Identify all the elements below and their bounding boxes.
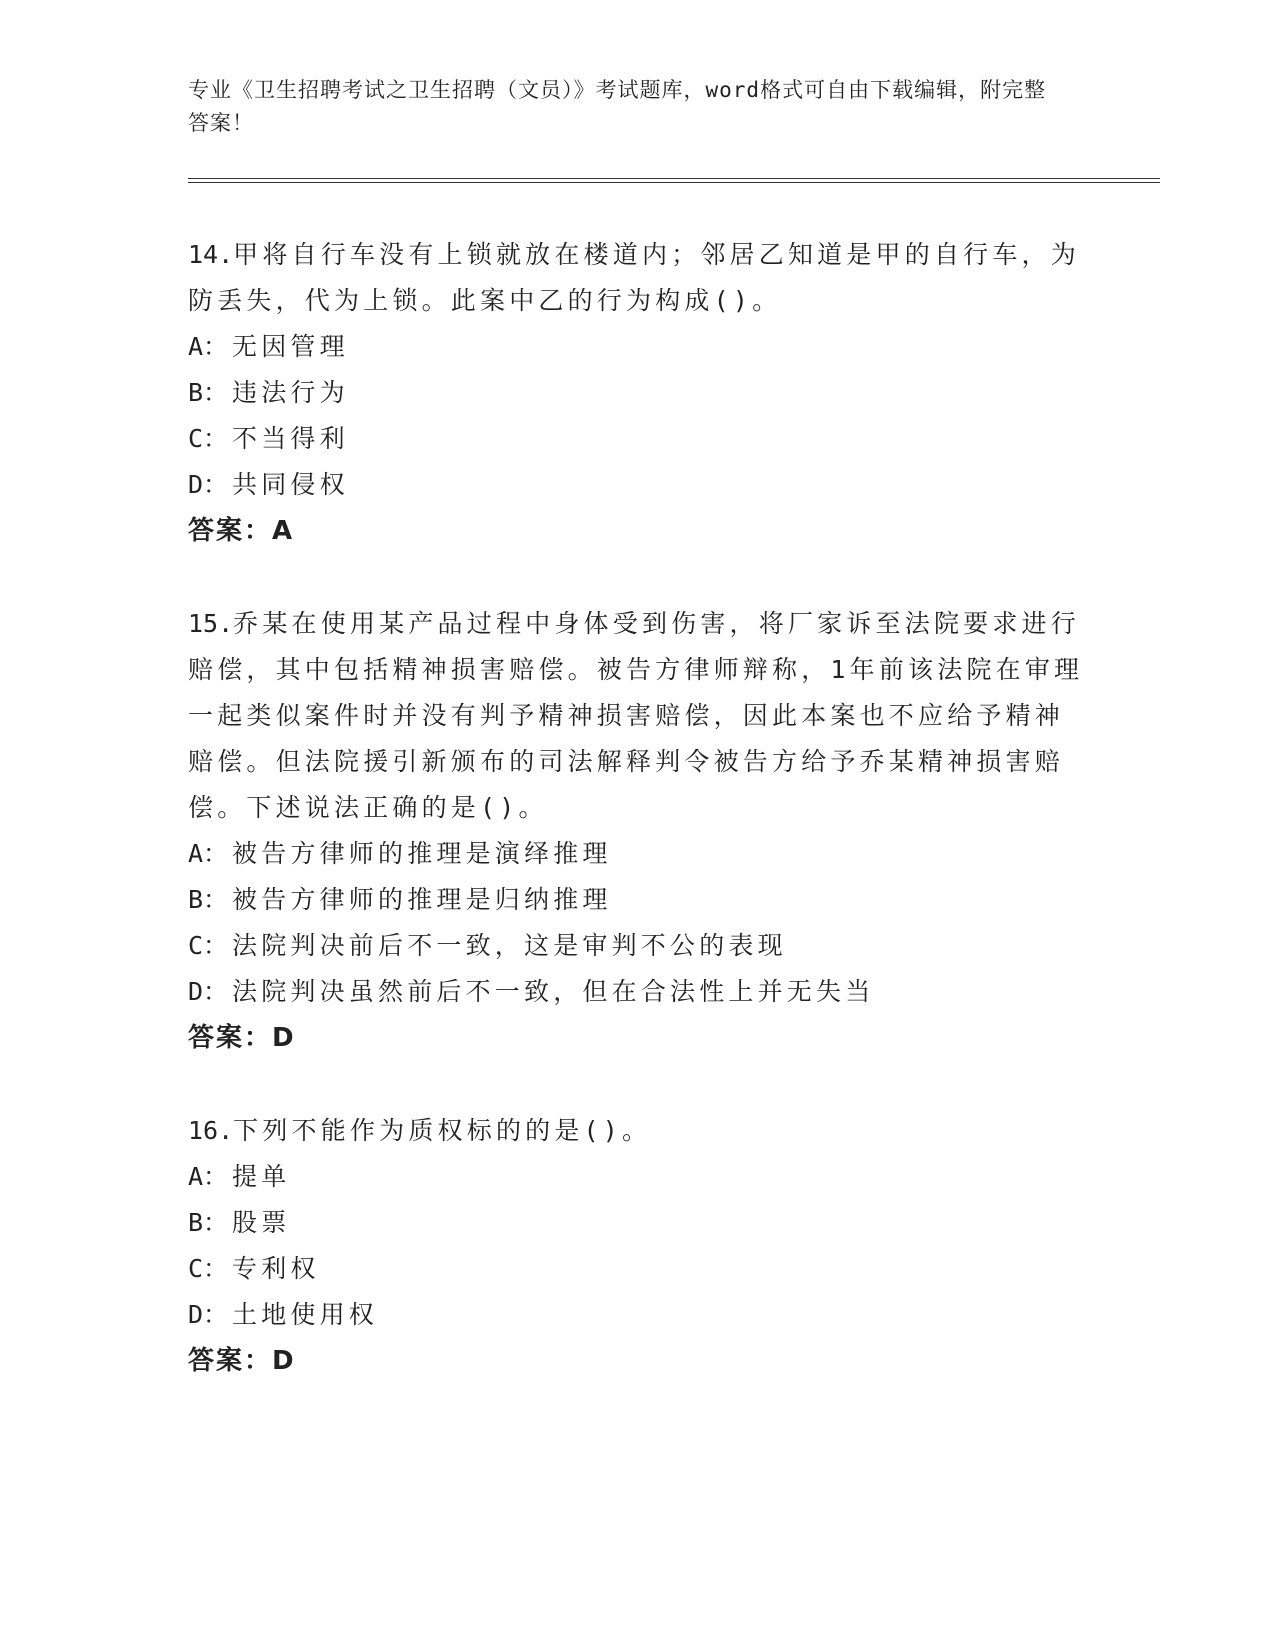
- answer-line: 答案：A: [188, 516, 295, 546]
- question-stem: [188, 1108, 1088, 1154]
- option-text: 无因管理: [232, 332, 349, 361]
- option-b: [188, 877, 1088, 923]
- question-number: 16.: [188, 1116, 234, 1145]
- question-14: [188, 232, 1088, 554]
- option-key: C：: [188, 1254, 229, 1283]
- option-key: B：: [188, 1208, 229, 1237]
- option-d: [188, 1292, 1088, 1338]
- option-text: 被告方律师的推理是归纳推理: [232, 885, 612, 914]
- question-15: [188, 601, 1088, 1061]
- option-a: [188, 324, 1088, 370]
- option-text: 土地使用权: [232, 1300, 379, 1329]
- option-text: 法院判决前后不一致，这是审判不公的表现: [232, 931, 787, 960]
- option-text: 不当得利: [232, 424, 349, 453]
- question-stem: [188, 232, 1088, 324]
- option-text: 法院判决虽然前后不一致，但在合法性上并无失当: [232, 977, 875, 1006]
- answer-line: 答案：D: [188, 1346, 296, 1376]
- option-text: 提单: [232, 1162, 291, 1191]
- option-c: [188, 923, 1088, 969]
- option-a: [188, 831, 1088, 877]
- option-text: 被告方律师的推理是演绎推理: [232, 839, 612, 868]
- option-text: 股票: [232, 1208, 291, 1237]
- option-b: [188, 370, 1088, 416]
- option-text: 共同侵权: [232, 470, 349, 499]
- option-key: D：: [188, 470, 229, 499]
- option-key: B：: [188, 885, 229, 914]
- option-c: [188, 1246, 1088, 1292]
- option-text: 专利权: [232, 1254, 320, 1283]
- option-key: C：: [188, 931, 229, 960]
- question-list: [188, 232, 1088, 1431]
- question-text: 乔某在使用某产品过程中身体受到伤害，将厂家诉至法院要求进行赔偿，其中包括精神损害赔偿。被告方律师辩称，1年前该法院在审理一起类似案件时并没有判予精神损害赔偿，因此本案也不应给予精神赔偿。但法院援引新颁布的司法解释判令被告方给予乔某精神损害赔偿。下述说法正确的是()。: [188, 609, 1084, 822]
- option-key: D：: [188, 1300, 229, 1329]
- option-text: 违法行为: [232, 378, 349, 407]
- option-key: A：: [188, 1162, 229, 1191]
- option-key: A：: [188, 332, 229, 361]
- option-key: D：: [188, 977, 229, 1006]
- question-16: [188, 1108, 1088, 1384]
- question-text: 下列不能作为质权标的的是()。: [233, 1116, 652, 1145]
- option-d: [188, 969, 1088, 1015]
- question-number: 15.: [188, 609, 234, 638]
- option-key: B：: [188, 378, 229, 407]
- answer-line: 答案：D: [188, 1023, 296, 1053]
- option-d: [188, 462, 1088, 508]
- option-a: [188, 1154, 1088, 1200]
- option-b: [188, 1200, 1088, 1246]
- option-c: [188, 416, 1088, 462]
- question-number: 14.: [188, 240, 234, 269]
- option-key: A：: [188, 839, 229, 868]
- question-stem: [188, 601, 1088, 831]
- header-divider: [188, 178, 1160, 183]
- option-key: C：: [188, 424, 229, 453]
- document-header: [188, 74, 1068, 140]
- header-text: 专业《卫生招聘考试之卫生招聘（文员）》考试题库，word格式可自由下载编辑，附完整答案！: [188, 78, 1047, 135]
- question-text: 甲将自行车没有上锁就放在楼道内；邻居乙知道是甲的自行车，为防丢失，代为上锁。此案中乙的行为构成()。: [188, 240, 1080, 315]
